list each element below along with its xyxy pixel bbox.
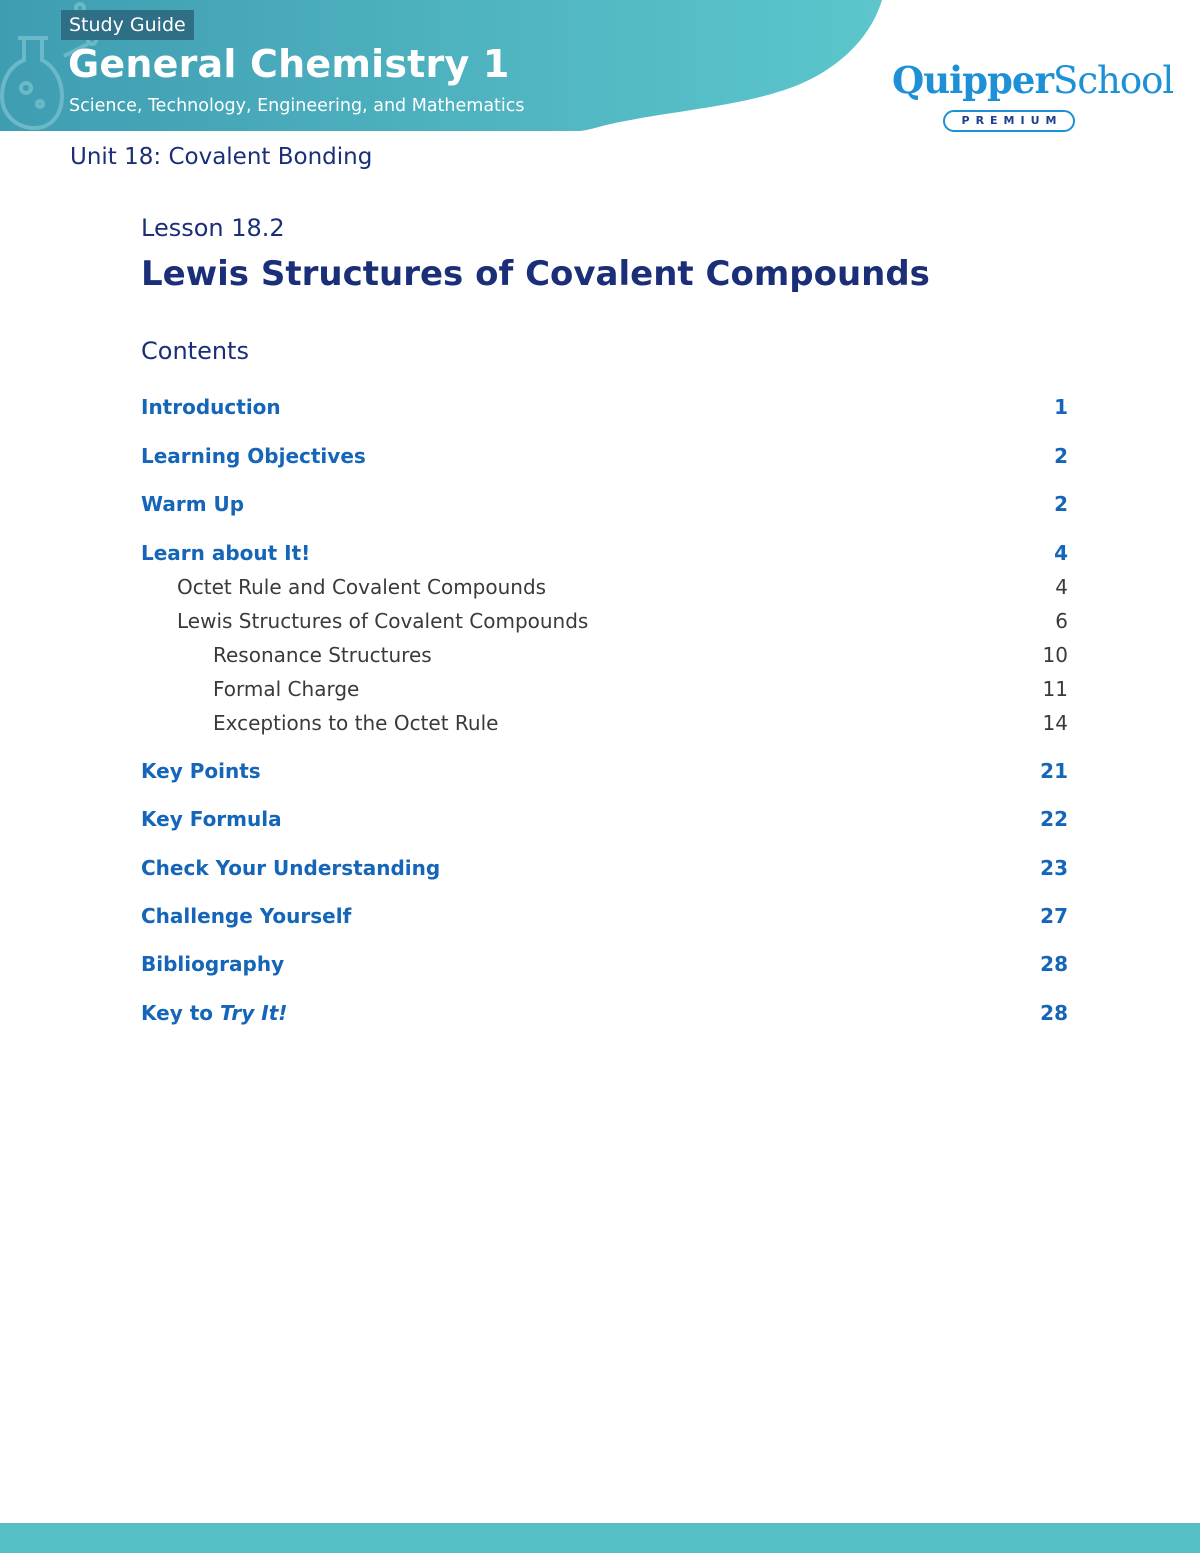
contents-heading: Contents	[141, 337, 249, 365]
toc-item-label[interactable]: Warm Up	[141, 492, 245, 516]
toc-item-label[interactable]: Bibliography	[141, 952, 285, 976]
toc-item-page[interactable]: 22	[1040, 807, 1068, 831]
toc-item-page[interactable]: 2	[1054, 492, 1068, 516]
toc-item-page[interactable]: 21	[1040, 759, 1068, 783]
toc-item-page[interactable]: 23	[1040, 856, 1068, 880]
toc-item-formal-charge[interactable]	[141, 674, 1068, 704]
toc-item-label[interactable]: Learn about It!	[141, 541, 311, 565]
toc-item-label-plain[interactable]: Key to	[141, 1001, 220, 1025]
toc-item-label[interactable]: Key Formula	[141, 807, 282, 831]
toc-item-label[interactable]	[141, 998, 287, 1028]
lesson-number: Lesson 18.2	[141, 214, 285, 242]
study-guide-badge: Study Guide	[61, 10, 194, 40]
quipper-school-logo	[892, 58, 1174, 138]
toc-item-label[interactable]: Key Points	[141, 759, 261, 783]
course-subtitle: Science, Technology, Engineering, and Mathematics	[69, 96, 525, 116]
toc-item-page[interactable]: 6	[1055, 609, 1068, 633]
toc-item-label[interactable]: Challenge Yourself	[141, 904, 352, 928]
unit-title: Unit 18: Covalent Bonding	[70, 144, 373, 170]
toc-item-label[interactable]: Formal Charge	[213, 677, 360, 701]
toc-item-challenge-yourself[interactable]	[141, 901, 1068, 931]
footer-bar	[0, 1523, 1200, 1553]
toc-item-page[interactable]: 14	[1042, 711, 1068, 735]
toc-item-label[interactable]: Octet Rule and Covalent Compounds	[177, 575, 547, 599]
toc-item-page[interactable]: 28	[1040, 1001, 1068, 1025]
logo-premium-badge: PREMIUM	[943, 110, 1075, 132]
toc-item-bibliography[interactable]	[141, 949, 1068, 979]
toc-item-warm-up[interactable]	[141, 489, 1068, 519]
toc-item-learn-about-it[interactable]	[141, 538, 1068, 568]
toc-item-resonance-structures[interactable]	[141, 640, 1068, 670]
toc-item-page[interactable]: 4	[1054, 541, 1068, 565]
toc-item-label[interactable]: Learning Objectives	[141, 444, 366, 468]
toc-item-label[interactable]: Check Your Understanding	[141, 856, 441, 880]
toc-item-key-formula[interactable]	[141, 804, 1068, 834]
toc-item-page[interactable]: 2	[1054, 444, 1068, 468]
toc-item-page[interactable]: 10	[1042, 643, 1068, 667]
toc-item-label[interactable]: Lewis Structures of Covalent Compounds	[177, 609, 589, 633]
toc-item-key-points[interactable]	[141, 756, 1068, 786]
toc-item-lewis-structures[interactable]	[141, 606, 1068, 636]
logo-school-text: School	[1052, 59, 1174, 102]
lesson-title: Lewis Structures of Covalent Compounds	[141, 254, 930, 294]
course-title: General Chemistry 1	[68, 42, 510, 86]
toc-item-introduction[interactable]	[141, 392, 1068, 422]
toc-item-check-your-understanding[interactable]	[141, 853, 1068, 883]
toc-item-exceptions-octet-rule[interactable]	[141, 708, 1068, 738]
toc-item-learning-objectives[interactable]	[141, 441, 1068, 471]
toc-item-label[interactable]: Exceptions to the Octet Rule	[213, 711, 499, 735]
toc-item-page[interactable]: 27	[1040, 904, 1068, 928]
toc-item-page[interactable]: 11	[1042, 677, 1068, 701]
toc-item-page[interactable]: 4	[1055, 575, 1068, 599]
toc-item-page[interactable]: 1	[1054, 395, 1068, 419]
logo-quipper-text: Quipper	[892, 58, 1053, 102]
toc-item-label-italic[interactable]: Try It!	[219, 1001, 288, 1025]
toc-item-key-to-try-it[interactable]	[141, 998, 1068, 1028]
toc-item-octet-rule[interactable]	[141, 572, 1068, 602]
toc-item-label[interactable]: Introduction	[141, 395, 281, 419]
toc-item-page[interactable]: 28	[1040, 952, 1068, 976]
toc-item-label[interactable]: Resonance Structures	[213, 643, 432, 667]
